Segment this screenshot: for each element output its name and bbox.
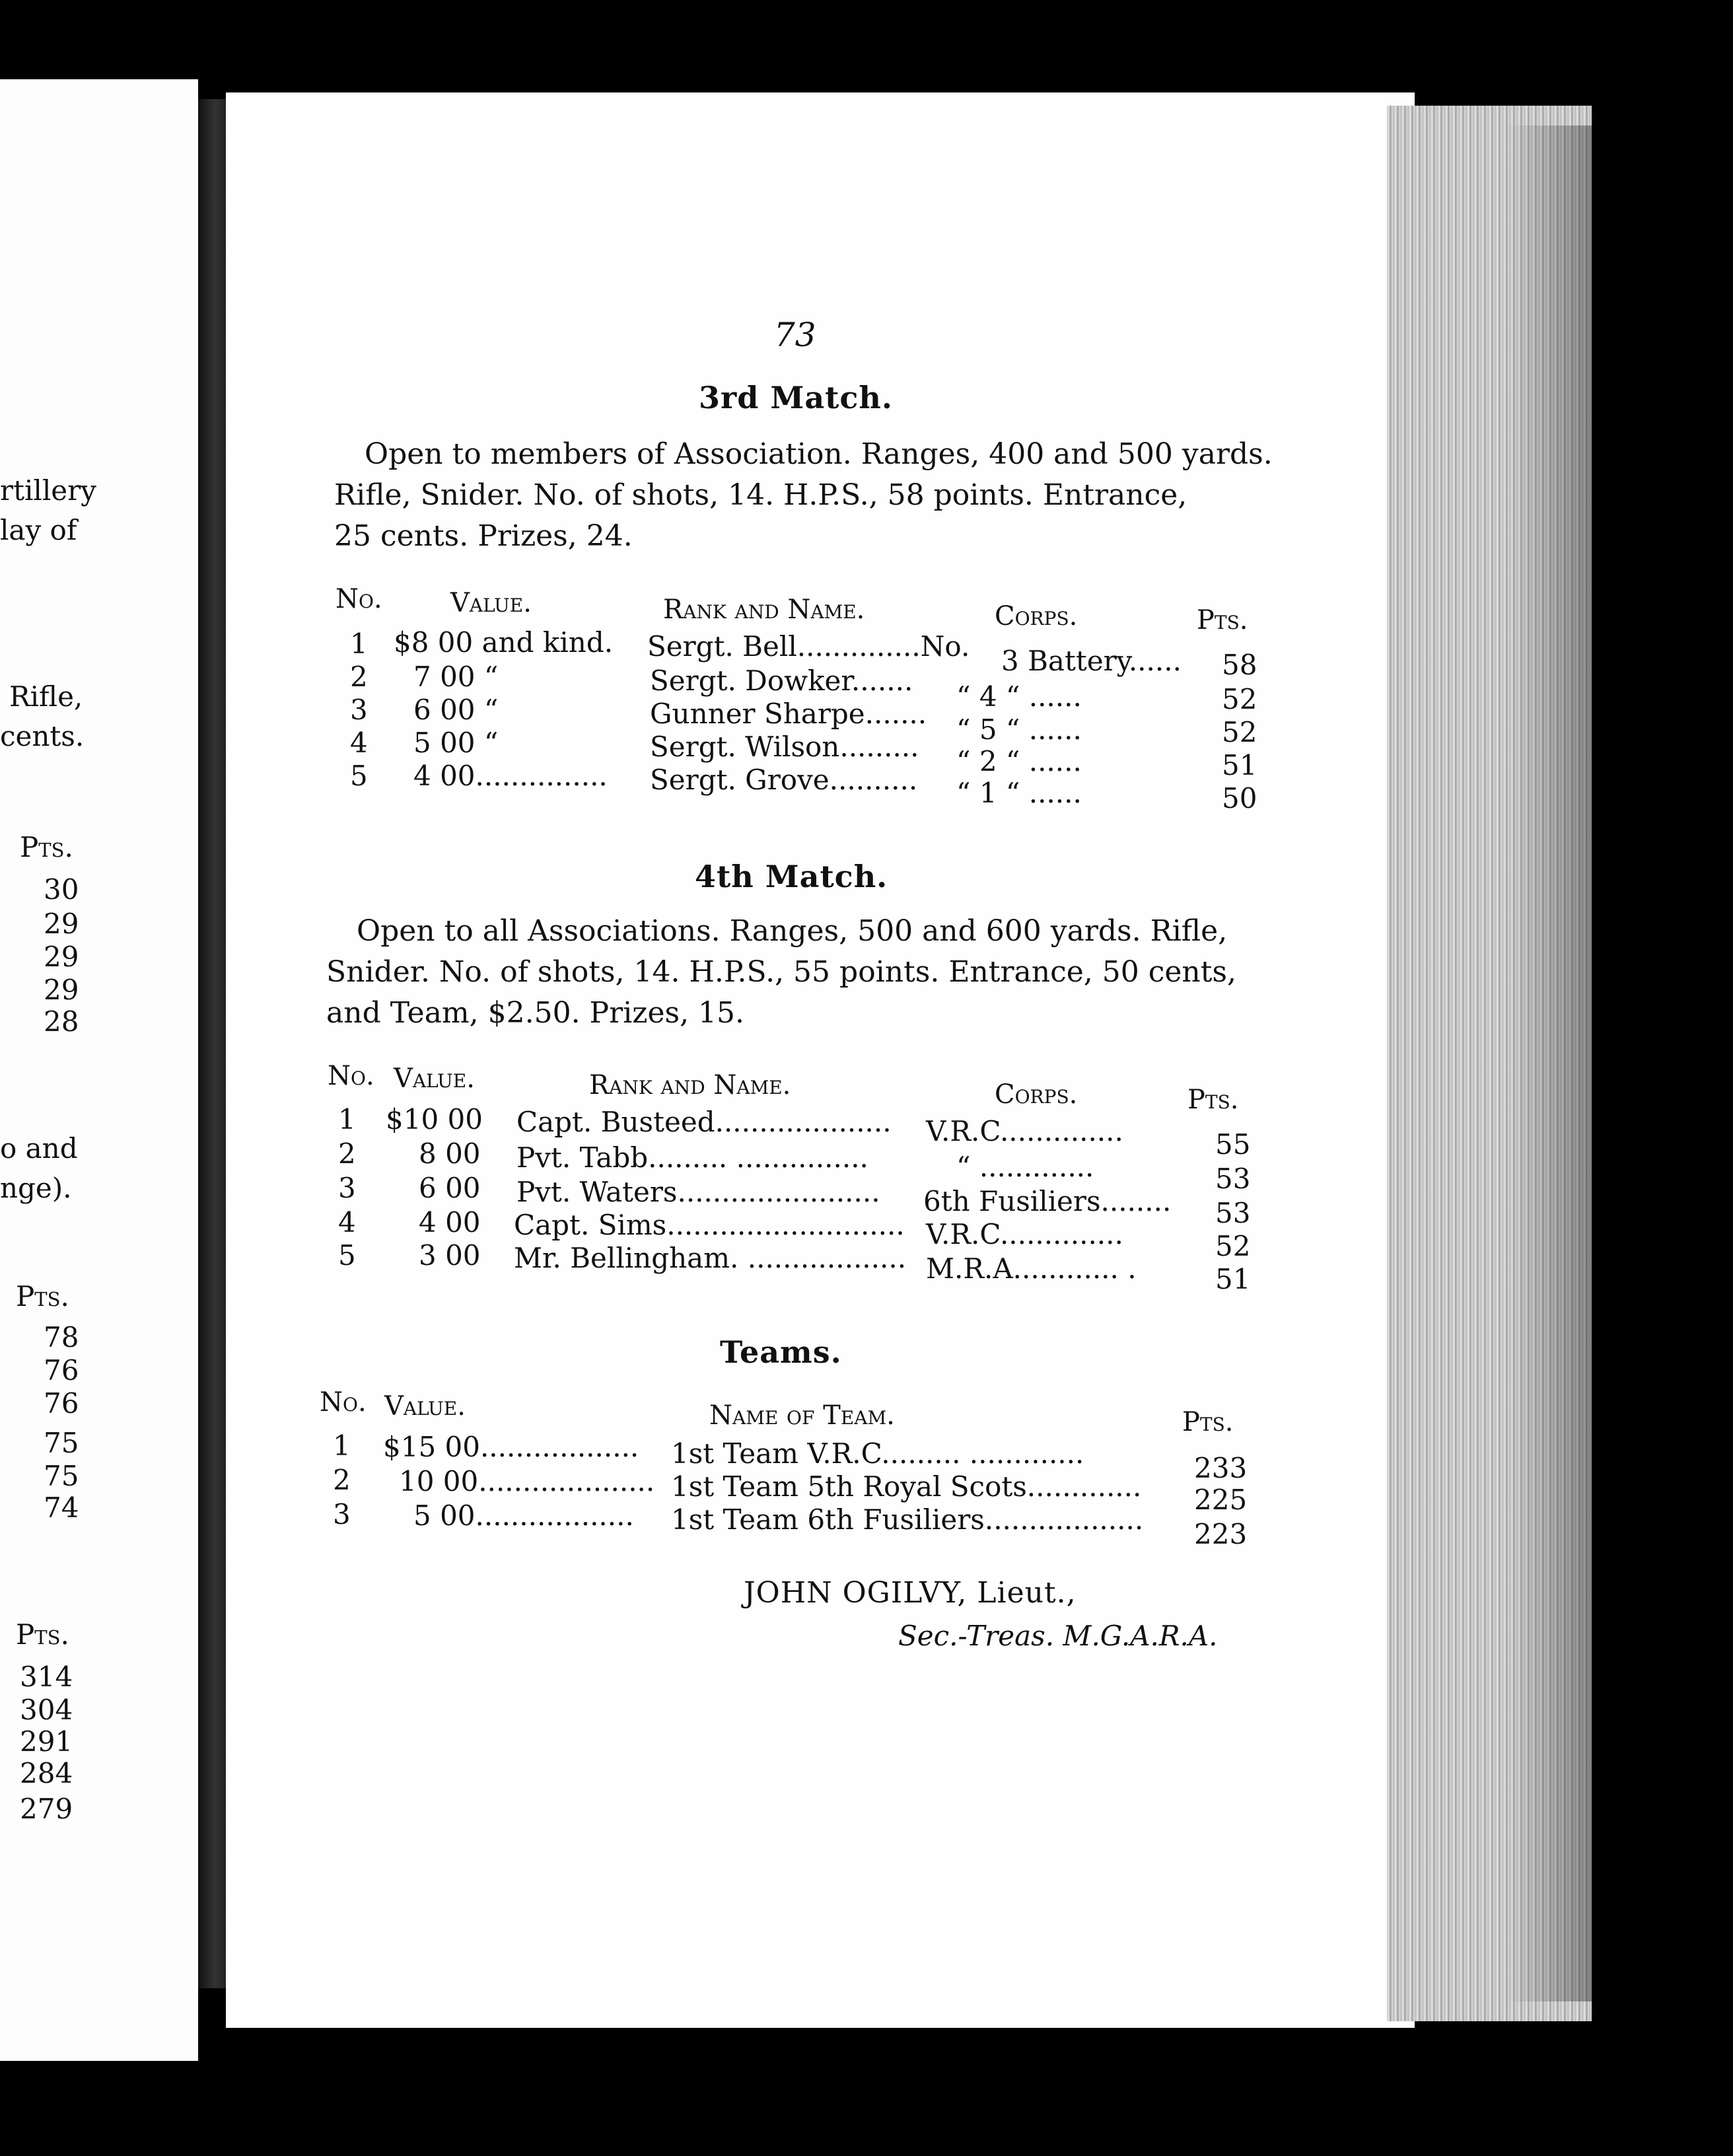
teams-col-name: Name of Team.	[709, 1400, 895, 1431]
match3-description-line: 25 cents. Prizes, 24.	[334, 519, 633, 553]
left-pts-value: 304	[20, 1694, 73, 1726]
row-pts: 223	[1194, 1518, 1248, 1550]
row-pts: 52	[1215, 1230, 1251, 1262]
row-value: 7 00 “	[413, 661, 499, 693]
row-pts: 55	[1215, 1128, 1251, 1161]
row-value: 3 00	[419, 1239, 481, 1272]
left-text-line: cents.	[0, 720, 85, 752]
row-corps: “ 5 “ ......	[956, 713, 1082, 746]
row-no: 4	[338, 1206, 356, 1239]
left-pts-value: 76	[44, 1354, 79, 1386]
row-corps: “ 4 “ ......	[956, 680, 1082, 713]
left-pts-value: 29	[44, 908, 79, 940]
left-text-line: rtillery	[0, 474, 96, 507]
left-pts-value: 284	[20, 1757, 73, 1789]
teams-col-pts: Pts.	[1182, 1407, 1234, 1437]
left-pts-value: 28	[44, 1005, 79, 1038]
left-text-line: o and	[0, 1132, 78, 1165]
row-no: 5	[350, 760, 368, 792]
left-pts-value: 75	[44, 1460, 79, 1492]
row-corps: M.R.A............ .	[926, 1252, 1137, 1285]
row-corps: “ 2 “ ......	[956, 745, 1082, 777]
match3-heading: 3rd Match.	[699, 380, 893, 415]
row-no: 1	[333, 1429, 351, 1462]
left-pts-value: 279	[20, 1793, 73, 1825]
match4-col-corps: Corps.	[995, 1079, 1078, 1110]
match3-col-pts: Pts.	[1197, 605, 1248, 635]
row-corps: “ .............	[956, 1151, 1094, 1183]
row-pts: 52	[1222, 716, 1257, 748]
left-pts-value: 30	[44, 873, 79, 906]
row-no: 2	[350, 661, 368, 693]
left-text-line: lay of	[0, 514, 77, 546]
match3-col-no: No.	[336, 584, 382, 614]
match3-col-value: Value.	[450, 588, 532, 618]
match3-col-corps: Corps.	[995, 601, 1078, 631]
teams-col-value: Value.	[384, 1391, 466, 1421]
page-number: 73	[774, 316, 816, 354]
row-corps: “ 1 “ ......	[956, 777, 1082, 809]
row-name: Sergt. Wilson.........	[650, 731, 919, 763]
row-name: Mr. Bellingham. ..................	[514, 1242, 907, 1274]
left-pts-value: 75	[44, 1427, 79, 1459]
row-no: 4	[350, 727, 368, 759]
row-value: $8 00 and kind.	[394, 626, 614, 659]
row-pts: 53	[1215, 1163, 1251, 1195]
row-name: 1st Team 6th Fusiliers..................	[671, 1503, 1144, 1536]
row-corps: 3 Battery......	[1001, 645, 1182, 677]
left-pts-heading: Pts.	[16, 1280, 69, 1312]
left-pts-value: 78	[44, 1321, 79, 1353]
row-pts: 58	[1222, 649, 1257, 681]
row-value: 6 00 “	[413, 694, 499, 726]
row-name: Gunner Sharpe.......	[650, 698, 927, 730]
row-corps: 6th Fusiliers........	[923, 1185, 1172, 1217]
left-pts-value: 29	[44, 974, 79, 1006]
row-value: 4 00	[419, 1206, 481, 1239]
row-name: Pvt. Waters.......................	[516, 1176, 880, 1208]
row-name: 1st Team 5th Royal Scots.............	[671, 1470, 1142, 1503]
row-value: 6 00	[419, 1172, 481, 1204]
row-corps: V.R.C..............	[926, 1218, 1123, 1250]
row-no: 3	[338, 1172, 356, 1204]
match3-description-line: Open to members of Association. Ranges, 400 and 500 yards.	[365, 437, 1273, 471]
row-value: 8 00	[419, 1137, 481, 1170]
row-no: 1	[350, 628, 368, 660]
row-value: 10 00....................	[399, 1465, 655, 1497]
match4-col-rank-name: Rank and Name.	[589, 1070, 791, 1100]
match4-description-line: and Team, $2.50. Prizes, 15.	[326, 996, 745, 1030]
row-name: Capt. Sims...........................	[514, 1209, 905, 1241]
row-no: 5	[338, 1239, 356, 1272]
row-no: 2	[338, 1137, 356, 1170]
match4-col-no: No.	[328, 1061, 374, 1091]
left-pts-heading: Pts.	[20, 831, 73, 863]
match4-col-pts: Pts.	[1187, 1085, 1239, 1115]
row-name: Capt. Busteed....................	[516, 1106, 892, 1138]
row-no: 3	[350, 694, 368, 726]
left-text-line: nge).	[0, 1172, 72, 1204]
left-pts-value: 314	[20, 1661, 73, 1693]
teams-col-no: No.	[320, 1387, 367, 1418]
row-value: $10 00	[386, 1103, 483, 1135]
match4-description-line: Open to all Associations. Ranges, 500 and 600 yards. Rifle,	[357, 914, 1228, 948]
row-no: 3	[333, 1498, 351, 1530]
row-pts: 51	[1222, 749, 1257, 781]
left-pts-value: 76	[44, 1387, 79, 1419]
row-pts: 52	[1222, 683, 1257, 715]
row-pts: 233	[1194, 1452, 1248, 1484]
teams-heading: Teams.	[720, 1334, 842, 1370]
row-pts: 53	[1215, 1197, 1251, 1229]
row-value: 5 00..................	[413, 1499, 634, 1532]
row-value: $15 00..................	[383, 1431, 639, 1463]
row-no: 2	[333, 1464, 351, 1496]
match4-col-value: Value.	[394, 1063, 475, 1094]
match4-heading: 4th Match.	[695, 859, 888, 894]
book-gutter	[198, 99, 226, 1988]
match4-description-line: Snider. No. of shots, 14. H.P.S., 55 points. Entrance, 50 cents,	[326, 955, 1236, 989]
signature-title: Sec.-Treas. M.G.A.R.A.	[898, 1620, 1218, 1652]
left-pts-value: 291	[20, 1725, 73, 1758]
row-value: 4 00...............	[413, 760, 608, 792]
row-name: Sergt. Grove..........	[650, 764, 918, 796]
row-name: Sergt. Dowker.......	[650, 665, 913, 697]
left-pts-value: 74	[44, 1491, 79, 1524]
row-no: 1	[338, 1103, 356, 1135]
row-name: 1st Team V.R.C......... .............	[671, 1437, 1084, 1470]
row-corps: V.R.C..............	[926, 1115, 1123, 1147]
row-value: 5 00 “	[413, 727, 499, 759]
match3-col-rank-name: Rank and Name.	[663, 594, 865, 625]
signature-name: JOHN OGILVY, Lieut.,	[744, 1576, 1077, 1610]
row-pts: 225	[1194, 1484, 1248, 1516]
left-pts-heading: Pts.	[16, 1618, 69, 1651]
row-name: Pvt. Tabb......... ...............	[516, 1141, 868, 1174]
match3-description-line: Rifle, Snider. No. of shots, 14. H.P.S., 58 points. Entrance,	[334, 478, 1187, 512]
row-pts: 50	[1222, 782, 1257, 814]
left-pts-value: 29	[44, 941, 79, 973]
left-text-line: Rifle,	[9, 680, 83, 713]
page-edges-shadow	[1506, 126, 1592, 2001]
row-name: Sergt. Bell..............No.	[647, 630, 970, 663]
row-pts: 51	[1215, 1263, 1251, 1295]
